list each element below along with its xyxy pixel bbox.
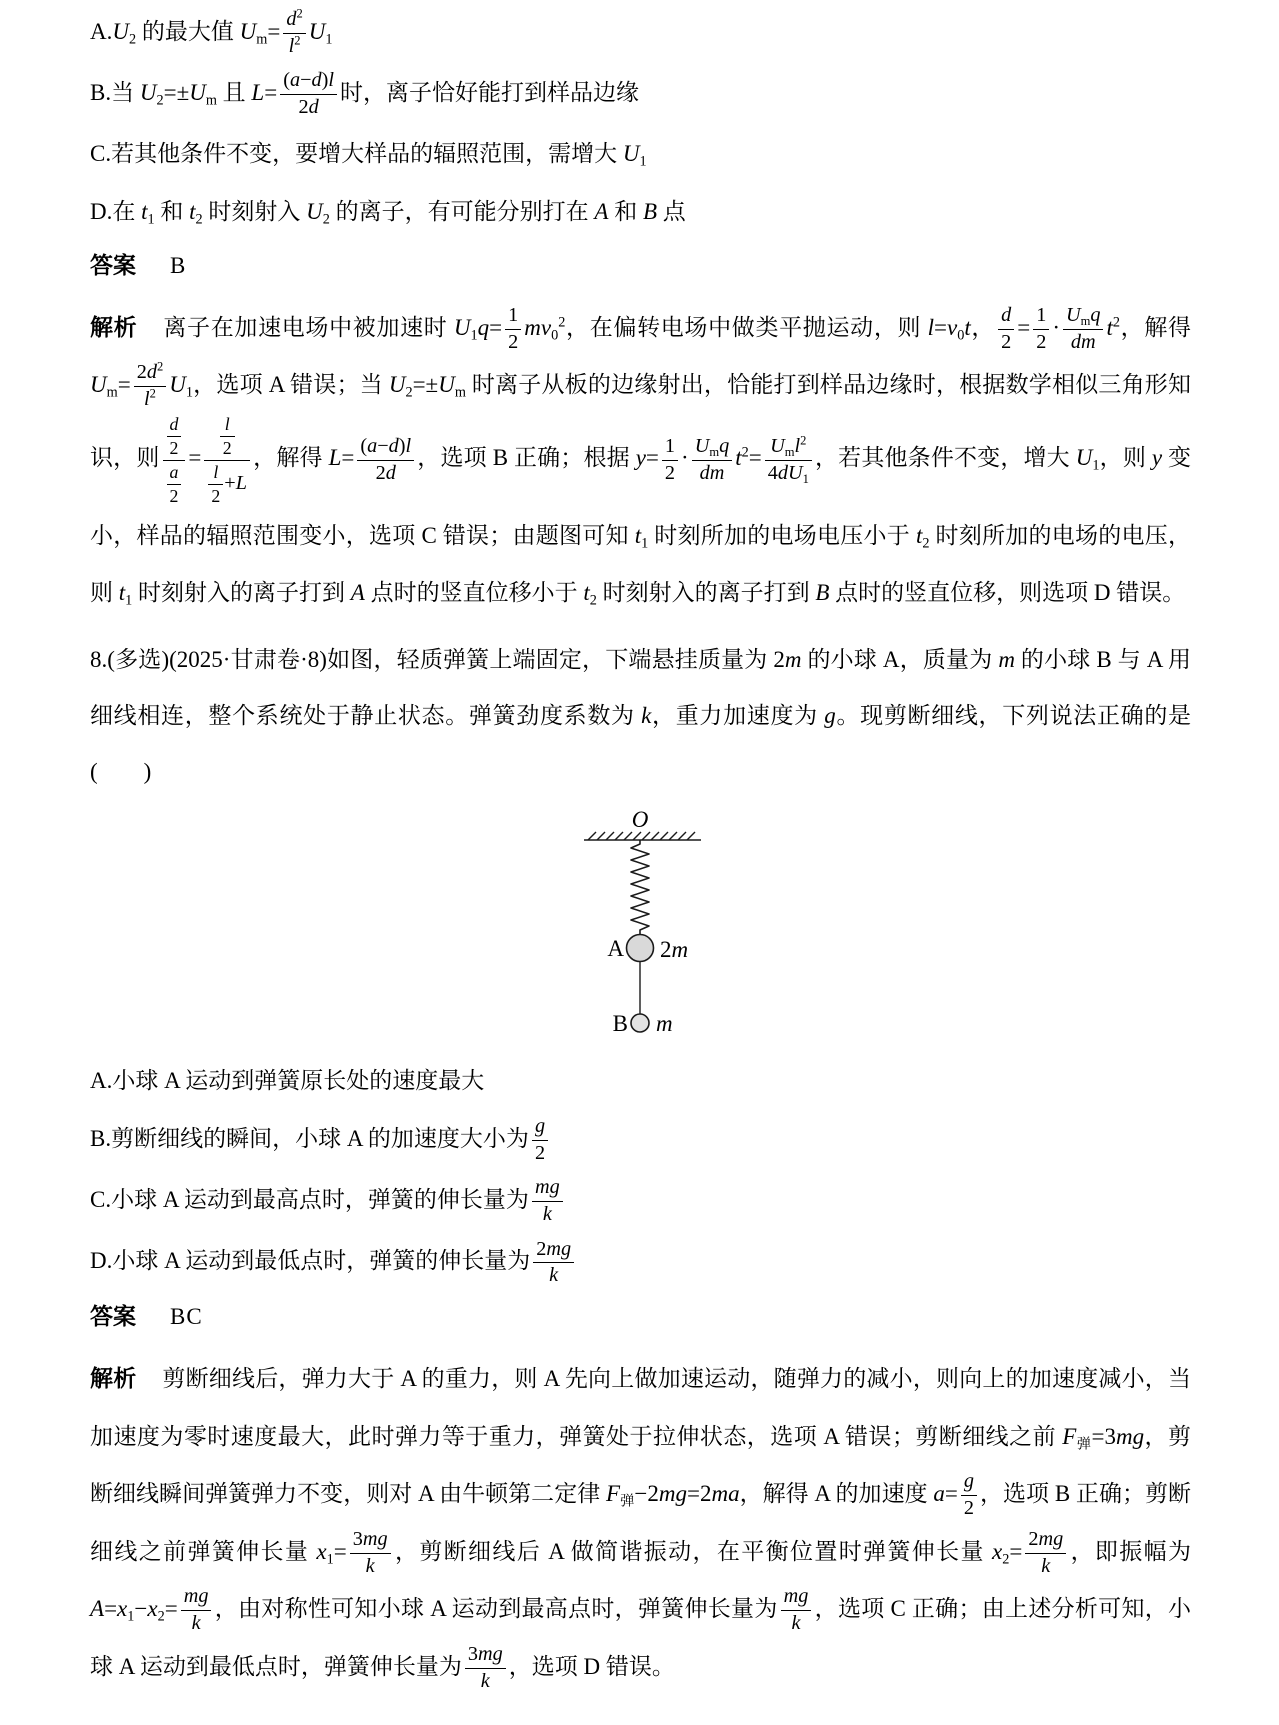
q8-option-b: B.剪断细线的瞬间，小球 A 的加速度大小为 $\frac{g}{2}$ [90,1115,1191,1166]
q7-analysis-label: 解析 [90,313,138,340]
q8-analysis [90,1350,1191,1695]
q8-option-c: C.小球 A 运动到最高点时，弹簧的伸长量为 $\frac{mg}{k}$ [90,1176,1191,1227]
ball-a [626,934,653,961]
q7-answer-value: B [170,252,187,278]
anchor-label-o: O [631,806,648,832]
q8-stem: 8.(多选)(2025·甘肃卷·8)如图，轻质弹簧上端固定，下端悬挂质量为 2m 的小球 A，质量为 m 的小球 B 与 A 用细线相连，整个系统处于静止状态。弹簧劲度系数为 k，重力加速度为 g。现剪断细线，下列说法正确的是( ) [90,646,1192,785]
spring-icon [631,840,649,934]
q8-answer-row [90,1298,1191,1336]
q8-answer-value: BC [170,1304,203,1330]
ball-b-mass-label: m [655,1010,673,1036]
q7-answer-row [90,247,1191,285]
q8-answer-label: 答案 [90,1303,136,1330]
q7-option-a: $A.U_2$ 的最大值 $U_m=$ $\frac{d^2}{l^2}$ $U_1$ [90,6,333,58]
q8-diagram [90,807,1191,1047]
q7-analysis [90,299,1191,622]
q8-option-d: D.小球 A 运动到最低点时，弹簧的伸长量为 $\frac{2mg}{k}$ [90,1237,1191,1288]
ball-b-label: B [612,1010,628,1036]
q7-option-c: C.若其他条件不变，要增大样品的辐照范围，需增大 $U_1$ [90,141,647,170]
ball-b [631,1014,649,1032]
q8-option-a: A.小球 A 运动到弹簧原长处的速度最大 [90,1067,485,1093]
ball-a-mass-label: 2m [659,936,688,962]
q7-option-b: B.当 $U_2=\pm U_m$ 且 L= $\frac{(a-d)l}{2d}$ 时，离子恰好能打到样品边缘 [90,69,639,119]
q7-option-d: D.在 $t_1$ 和 $t_2$ 时刻射入 $U_2$ 的离子，有可能分别打在 A 和 B 点 [90,199,686,228]
q8-analysis-text: 剪断细线后，弹力大于 A 的重力，则 A 先向上做加速运动，随弹力的减小，则向上的加速度减小，当加速度为零时速度最大，此时弹力等于重力，弹簧处于拉伸状态，选项 A 错误；剪断细线之前 $F_弹=3mg$，剪断细线瞬间弹簧弹力不变，则对 A 由牛顿第二定律 $F_弹-2mg=2ma$，解得 A 的加速度 a= $\frac{g}{2}$ ，选项 B 正确；剪断细线之前弹簧伸长量 $x_1=$ $\frac{3mg}{k}$ ，剪断细线后 A 做简谐振动，在平衡位置时弹簧伸长量 $x_2=$ $\frac{2mg}{k}$ ，即振幅为 $A=x_1-x_2=$ $\frac{mg}{k}$ ，由对称性可知小球 A 运动到最高点时，弹簧伸长量为 $\frac{mg}{k}$ ，选项 C 正确；由上述分析可知，小球 A 运动到最低点时，弹簧伸长量为 $\frac{3mg}{k}$ ，选项 D 错误。 [90,1366,1192,1692]
ball-a-label: A [606,935,624,961]
q7-answer-label: 答案 [90,251,136,278]
ceiling-hatch-icon [584,832,701,840]
q8-analysis-label: 解析 [90,1365,137,1392]
q7-analysis-text: 离子在加速电场中被加速时 $U_1q=$ $\frac{1}{2}$ $mv_0^2$，在偏转电场中做类平抛运动，则 $l=v_0t$， $\frac{d}{2}$ = $\frac{1}{2}$ · $\frac{U_mq}{dm}$ $t^2$，解得 $U_m=$ $\frac{2d^2}{l^2}$ $U_1$，选项 A 错误；当 $U_2=\pm U_m$ 时离子从板的边缘射出，恰能打到样品边缘时，根据数学相似三角形知识，则 $\frac{\frac{d}{2}}{\frac{a}{2}}$ = $\frac{l}{2}$ $\frac{l}{2}$ +L ，解得 L= $\frac{(a-d)l}{2d}$ ，选项 B 正确；根据 y= $\frac{1}{2}$ · $\frac{U_mq}{dm}$ $t^2=$ $\frac{U_ml^2}{4dU_1}$ ，若其他条件不变，增大 $U_1$，则 y 变小，样品的辐照范围变小，选项 C 错误；由题图可知 $t_1$ 时刻所加的电场电压小于 $t_2$ 时刻所加的电场的电压，则 $t_1$ 时刻射入的离子打到 A 点时的竖直位移小于 $t_2$ 时刻射入的离子打到 B 点时的竖直位移，则选项 D 错误。 [90,303,1192,609]
